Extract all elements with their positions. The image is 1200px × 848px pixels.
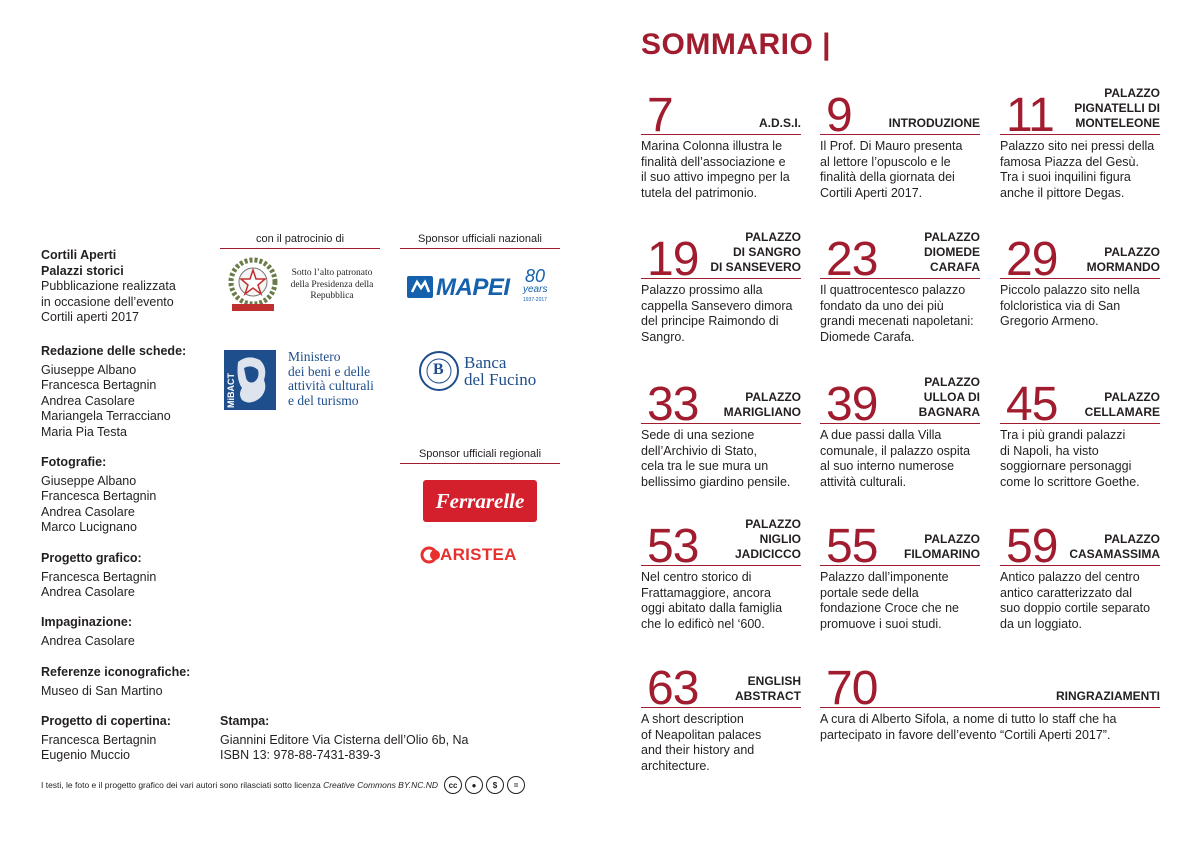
toc-entry-description-line: Sede di una sezione xyxy=(641,428,755,442)
toc-entry-title xyxy=(1056,689,1160,704)
toc-entry-description-line: and their history and xyxy=(641,743,755,758)
toc-entry-description-line: A cura di Alberto Sifola, a nome di tutto lo staff che ha xyxy=(820,712,1117,726)
toc-entry-description xyxy=(641,279,801,346)
toc-entry-description xyxy=(820,424,980,491)
toc-entry-description-line: Piccolo palazzo sito nella xyxy=(1000,283,1140,297)
toc-entry-title-line: PALAZZO xyxy=(1104,390,1160,404)
toc-entry-description xyxy=(1000,566,1160,633)
toc-entry-title-line: CELLAMARE xyxy=(1084,405,1160,419)
toc-entry-description-line: al lettore l’opuscolo e le xyxy=(820,154,951,169)
presidenza-logo xyxy=(224,256,384,322)
toc-entry-title xyxy=(919,375,980,420)
toc-entry xyxy=(641,88,801,202)
toc-entry xyxy=(641,232,801,346)
toc-entry-title xyxy=(1074,86,1160,131)
credit-name: Maria Pia Testa xyxy=(41,424,127,439)
toc-entry-header xyxy=(641,230,801,286)
aristea-mark-icon xyxy=(420,546,442,564)
toc-entry-header xyxy=(820,519,980,573)
toc-entry-title-line: MARIGLIANO xyxy=(723,405,801,419)
toc-entry-header xyxy=(1000,232,1160,286)
event-description-line: Cortili aperti 2017 xyxy=(41,310,139,324)
toc-entry-description-line: Sangro. xyxy=(641,330,685,345)
toc-page-number: 9 xyxy=(826,89,852,142)
toc-entry-description-line: Palazzo dall’imponente xyxy=(820,570,949,584)
credits-section-fotografie xyxy=(41,455,216,536)
credits-block xyxy=(41,248,216,326)
toc-entry-title xyxy=(759,116,801,131)
toc-page-number: 29 xyxy=(1006,233,1058,286)
cc-icons xyxy=(444,776,525,794)
toc-entry-description-line: che lo edificò nel ‘600. xyxy=(641,617,765,632)
toc-entry-title-line: A.D.S.I. xyxy=(758,116,801,130)
toc-entry-title-line: PALAZZO xyxy=(1104,86,1160,100)
toc-entry-description-line: oggi abitato dalla famiglia xyxy=(641,601,783,616)
mibact-text-line: e del turismo xyxy=(288,392,359,408)
toc-entry-description-line: tutela del patrimonio. xyxy=(641,186,758,201)
toc-entry-description-line: soggiornare personaggi xyxy=(1000,459,1132,474)
event-title: Cortili Aperti xyxy=(41,248,117,262)
ferrarelle-wordmark: Ferrarelle xyxy=(435,488,525,513)
patronage-column xyxy=(220,233,380,249)
credits-section-progetto-grafico xyxy=(41,551,216,601)
by-icon: ● xyxy=(465,776,483,794)
toc-entry xyxy=(820,661,1160,743)
toc-entry-description-line: anche il pittore Degas. xyxy=(1000,186,1125,201)
mapei-mark-icon xyxy=(407,276,433,298)
credits-section-copertina xyxy=(41,714,216,764)
event-description-line: Pubblicazione realizzata xyxy=(41,279,176,293)
aristea-logo xyxy=(420,545,544,567)
toc-entry-description-line: Il Prof. Di Mauro presenta xyxy=(820,139,963,153)
toc-entry-title xyxy=(1085,390,1160,420)
toc-entry-title-line: ENGLISH xyxy=(747,674,801,688)
credit-name: Marco Lucignano xyxy=(41,520,137,534)
license-text: I testi, le foto e il progetto grafico dei vari autori sono rilasciati sotto licenza xyxy=(41,780,321,790)
toc-entry-description xyxy=(641,566,801,633)
section-heading: Progetto di copertina: xyxy=(41,714,171,728)
toc-entry-description-line: partecipato in favore dell’evento “Cortili Aperti 2017”. xyxy=(820,727,1111,742)
credit-name: Andrea Casolare xyxy=(41,633,135,648)
toc-entry xyxy=(820,232,980,346)
toc-entry-title-line: CARAFA xyxy=(930,260,980,274)
toc-entry-description-line: A short description xyxy=(641,712,744,726)
mibact-badge xyxy=(224,350,276,410)
toc-page-number: 53 xyxy=(647,520,699,573)
mapei-anniversary: 80 xyxy=(525,266,546,286)
fucino-seal-letter: B xyxy=(433,361,444,378)
toc-entry-description-line: finalità della giornata dei xyxy=(820,170,955,185)
toc-page-number: 39 xyxy=(826,378,878,431)
toc-entry xyxy=(820,377,980,491)
mibact-text-line: dei beni e delle xyxy=(288,363,371,379)
toc-entry-title-line: DI SANSEVERO xyxy=(710,260,801,274)
toc-entry-header xyxy=(641,377,801,431)
toc-entry-description-line: da un loggiato. xyxy=(1000,617,1083,632)
national-sponsors-heading: Sponsor ufficiali nazionali xyxy=(400,233,560,249)
national-sponsors-column xyxy=(400,233,560,249)
toc-entry xyxy=(1000,232,1160,330)
toc-entry-description xyxy=(641,424,801,491)
toc-entry-header xyxy=(1000,519,1160,573)
license-note xyxy=(41,776,525,794)
stampa-line: Giannini Editore Via Cisterna dell’Olio 6b, Na xyxy=(220,732,469,747)
toc-page-number: 70 xyxy=(826,662,878,715)
credit-name: Eugenio Muccio xyxy=(41,748,130,762)
credit-name: Mariangela Terracciano xyxy=(41,409,171,423)
license-name: Creative Commons BY.NC.ND xyxy=(323,780,439,790)
toc-entry-title-line: CASAMASSIMA xyxy=(1069,547,1160,561)
section-heading: Referenze iconografiche: xyxy=(41,665,191,679)
toc-entry xyxy=(1000,519,1160,633)
toc-entry-description-line: il suo attivo impegno per la xyxy=(641,170,790,185)
toc-entry-description-line: attività culturali. xyxy=(820,475,907,490)
toc-entry-description-line: Diomede Carafa. xyxy=(820,330,915,345)
toc-entry-description xyxy=(1000,135,1160,202)
toc-entry xyxy=(1000,377,1160,491)
republic-emblem-icon xyxy=(224,256,282,320)
toc-entry-description-line: Frattamaggiore, ancora xyxy=(641,585,771,600)
toc-entry-description-line: folcloristica via di San xyxy=(1000,298,1121,313)
toc-entry-title-line: JADICICCO xyxy=(734,547,801,561)
toc-entry-title xyxy=(924,230,980,275)
toc-entry-description-line: suo doppio cortile separato xyxy=(1000,601,1151,616)
toc-entry-title-line: FILOMARINO xyxy=(904,547,980,561)
toc-entry-title-line: RINGRAZIAMENTI xyxy=(1056,689,1160,703)
toc-entry-description-line: del principe Raimondo di xyxy=(641,314,779,329)
toc-entry-description-line: Gregorio Armeno. xyxy=(1000,314,1099,329)
toc-page-number: 7 xyxy=(647,89,673,142)
toc-entry-description xyxy=(641,708,801,775)
toc-entry-description-line: Palazzo sito nei pressi della xyxy=(1000,139,1155,153)
toc-page-number: 45 xyxy=(1006,378,1058,431)
toc-entry-title-line: PALAZZO xyxy=(1104,532,1160,546)
toc-entry-description-line: famosa Piazza del Gesù. xyxy=(1000,154,1139,169)
toc-entry-description-line: cela tra le sue mura un xyxy=(641,459,769,474)
toc-page-number: 19 xyxy=(647,233,699,286)
toc-entry-description-line: Tra i suoi inquilini figura xyxy=(1000,170,1131,185)
section-heading: Stampa: xyxy=(220,714,270,728)
toc-entry-description-line: of Neapolitan palaces xyxy=(641,727,762,742)
toc-entry-title-line: MORMANDO xyxy=(1086,260,1160,274)
presidenza-text-line: della Presidenza della xyxy=(290,279,374,290)
toc-entry-description xyxy=(1000,424,1160,491)
toc-page-number: 23 xyxy=(826,233,878,286)
event-subtitle: Palazzi storici xyxy=(41,263,124,278)
toc-entry-description-line: comunale, il palazzo ospita xyxy=(820,443,971,458)
toc-entry-title xyxy=(735,517,801,562)
patronage-heading: con il patrocinio di xyxy=(220,233,380,249)
toc-entry-title xyxy=(1069,532,1160,562)
toc-page-number: 63 xyxy=(647,662,699,715)
toc-entry-description-line: finalità dell’associazione e xyxy=(641,154,786,169)
toc-entry xyxy=(1000,88,1160,202)
credits-section-impaginazione xyxy=(41,615,216,649)
ferrarelle-logo xyxy=(423,480,537,522)
regional-sponsors-column xyxy=(400,448,560,464)
mibact-abbr: MiBACT xyxy=(226,373,236,408)
mapei-logo xyxy=(407,266,557,310)
toc-entry-title-line: DIOMEDE xyxy=(923,245,980,259)
credit-name: Francesca Bertagnin xyxy=(41,732,157,747)
toc-entry-description-line: cappella Sansevero dimora xyxy=(641,298,793,313)
section-heading: Fotografie: xyxy=(41,455,107,469)
mapei-dates: 1937-2017 xyxy=(523,297,547,303)
toc-entry-title-line: PALAZZO xyxy=(924,532,980,546)
toc-entry-title-line: NIGLIO xyxy=(759,532,801,546)
sommario-title: SOMMARIO | xyxy=(641,28,832,61)
nc-icon: $ xyxy=(486,776,504,794)
mapei-years: years xyxy=(523,284,548,295)
credit-name: Francesca Bertagnin xyxy=(41,378,157,392)
credit-name: Andrea Casolare xyxy=(41,393,135,408)
mapei-wordmark: MAPEI xyxy=(436,274,510,301)
fucino-text xyxy=(464,354,536,388)
event-description-line: in occasione dell’evento xyxy=(41,294,174,309)
credit-name: Francesca Bertagnin xyxy=(41,569,157,584)
toc-entry-header xyxy=(641,661,801,715)
toc-entry-title xyxy=(1087,245,1160,275)
toc-entry-title xyxy=(904,532,980,562)
toc-entry-title xyxy=(710,230,801,275)
toc-entry-description-line: di Napoli, ha visto xyxy=(1000,443,1099,458)
section-heading: Progetto grafico: xyxy=(41,551,142,565)
toc-entry-description-line: Il quattrocentesco palazzo xyxy=(820,283,966,297)
regional-sponsors-heading: Sponsor ufficiali regionali xyxy=(400,448,560,464)
toc-entry-header xyxy=(820,88,980,142)
toc-page-number: 59 xyxy=(1006,520,1058,573)
aristea-wordmark: ARISTEA xyxy=(440,545,517,564)
toc-entry-title xyxy=(724,390,801,420)
presidenza-text-line: Sotto l’alto patronato xyxy=(291,268,373,278)
toc-entry-title-line: PALAZZO xyxy=(745,230,801,244)
toc-entry-title-line: PALAZZO xyxy=(745,517,801,531)
toc-entry-description-line: fondato da uno dei più xyxy=(820,298,944,313)
banca-fucino-logo xyxy=(418,350,558,394)
emblem-ribbon-text: REPUBBLICA ITALIANA xyxy=(230,313,276,318)
toc-entry-title xyxy=(889,116,980,131)
toc-entry-description-line: come lo scrittore Goethe. xyxy=(1000,475,1140,490)
toc-entry-title-line: PALAZZO xyxy=(1104,245,1160,259)
toc-entry-description xyxy=(820,279,980,346)
toc-entry xyxy=(641,661,801,775)
toc-entry-title-line: PALAZZO xyxy=(745,390,801,404)
credit-name: Museo di San Martino xyxy=(41,683,163,698)
toc-entry-title xyxy=(735,674,801,704)
toc-entry-title-line: DI SANGRO xyxy=(732,245,801,259)
fucino-text-line: Banca xyxy=(464,353,507,372)
toc-entry-header xyxy=(820,375,980,431)
toc-entry xyxy=(641,377,801,491)
toc-entry-title-line: INTRODUZIONE xyxy=(888,116,980,130)
toc-entry-description-line: bellissimo giardino pensile. xyxy=(641,475,791,490)
cc-icon: cc xyxy=(444,776,462,794)
mibact-text xyxy=(288,350,374,408)
toc-entry-header xyxy=(641,88,801,142)
toc-entry xyxy=(820,88,980,202)
toc-entry-title-line: ULLOA DI xyxy=(923,390,980,404)
toc-entry-description-line: Antico palazzo del centro xyxy=(1000,570,1140,584)
toc-entry-title-line: PIGNATELLI DI xyxy=(1074,101,1160,115)
toc-entry-description-line: Tra i più grandi palazzi xyxy=(1000,428,1126,442)
toc-entry xyxy=(820,519,980,633)
toc-entry-description-line: A due passi dalla Villa xyxy=(820,428,942,442)
toc-entry-description-line: fondazione Croce che ne xyxy=(820,601,959,616)
credit-name: Giuseppe Albano xyxy=(41,473,137,488)
credit-name: Andrea Casolare xyxy=(41,504,135,519)
toc-page-number: 55 xyxy=(826,520,878,573)
presidenza-text-line: Repubblica xyxy=(310,291,354,301)
credits-section-redazione xyxy=(41,344,216,440)
toc-entry-header xyxy=(820,230,980,286)
toc-entry-description xyxy=(820,135,980,202)
toc-entry-title-line: ABSTRACT xyxy=(735,689,801,703)
credits-section-referenze xyxy=(41,665,216,699)
toc-entry-description-line: Nel centro storico di xyxy=(641,570,752,584)
credit-name: Giuseppe Albano xyxy=(41,362,137,377)
toc-entry-description xyxy=(1000,279,1160,330)
credit-name: Francesca Bertagnin xyxy=(41,489,157,503)
toc-entry-title-line: PALAZZO xyxy=(924,375,980,389)
section-heading: Redazione delle schede: xyxy=(41,344,187,358)
section-heading: Impaginazione: xyxy=(41,615,132,629)
toc-entry-description-line: Marina Colonna illustra le xyxy=(641,139,783,153)
toc-entry-description-line: al suo interno numerose xyxy=(820,459,955,474)
toc-entry-description-line: architecture. xyxy=(641,759,710,774)
toc-entry-header xyxy=(1000,377,1160,431)
credit-name: Andrea Casolare xyxy=(41,585,135,599)
toc-entry-description-line: grandi mecenati napoletani: xyxy=(820,314,974,329)
mibact-text-line: Ministero xyxy=(288,349,341,364)
credits-section-stampa xyxy=(220,714,550,764)
toc-entry-description-line: promuove i suoi studi. xyxy=(820,617,942,632)
toc-page-number: 33 xyxy=(647,378,699,431)
nd-icon: = xyxy=(507,776,525,794)
toc-entry-title-line: PALAZZO xyxy=(924,230,980,244)
toc-entry-header xyxy=(641,517,801,573)
presidenza-text xyxy=(286,268,378,303)
toc-entry-title-line: MONTELEONE xyxy=(1075,116,1160,130)
mibact-logo xyxy=(224,350,384,412)
mibact-text-line: attività culturali xyxy=(288,378,374,393)
toc-entry xyxy=(641,519,801,633)
toc-entry-description-line: Cortili Aperti 2017. xyxy=(820,186,923,201)
toc-entry-description-line: dell’Archivio di Stato, xyxy=(641,443,758,458)
toc-entry-description xyxy=(641,135,801,202)
toc-entry-description xyxy=(820,566,980,633)
toc-entry-header xyxy=(1000,86,1160,142)
toc-page-number: 11 xyxy=(1006,89,1054,142)
toc-entry-description-line: Palazzo prossimo alla xyxy=(641,283,763,297)
toc-entry-header xyxy=(820,661,1160,715)
fucino-text-line: del Fucino xyxy=(464,370,537,389)
toc-entry-title-line: BAGNARA xyxy=(918,405,980,419)
toc-entry-description-line: portale sede della xyxy=(820,585,919,600)
stampa-line: ISBN 13: 978-88-7431-839-3 xyxy=(220,748,381,762)
toc-entry-description-line: antico caratterizzato dal xyxy=(1000,585,1133,600)
